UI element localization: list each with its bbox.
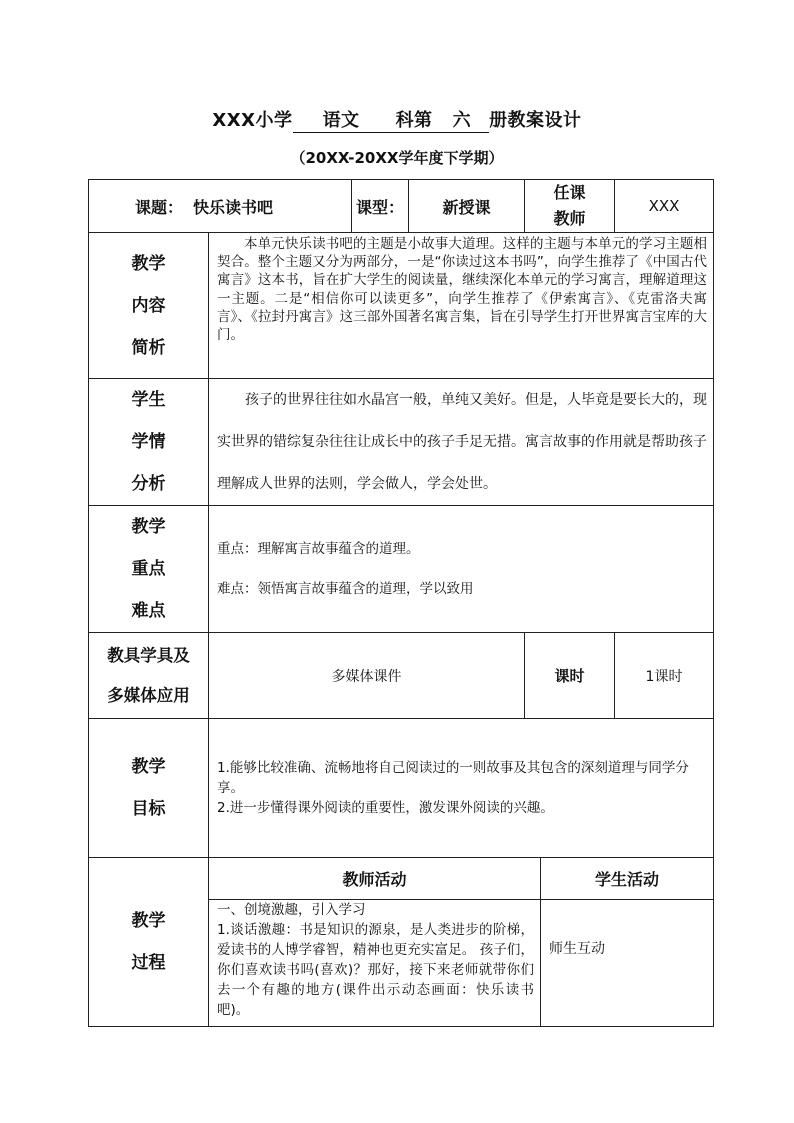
content-label-line3: 简析 [131,337,166,358]
process-label-line2: 过程 [131,953,166,973]
topic-cell [89,180,352,233]
type-label: 课型： [352,180,409,233]
student-label-line1: 学生 [131,390,166,410]
page-title [0,106,794,133]
title-suffix: 册教案设计 [489,110,582,131]
media-value: 多媒体课件 [209,633,525,719]
teacher-label [525,180,615,233]
student-analysis-row [89,379,714,506]
goals-label-line2: 目标 [131,799,166,819]
key-point: 重点：理解寓言故事蕴含的道理。 [217,541,420,557]
teacher-activity-cell [209,900,541,1027]
teacher-step-text: 1.谈话激趣：书是知识的源泉，是人类进步的阶梯，爱读书的人博学睿智，精神也更充实富足。 孩子们，你们喜欢读书吗(喜欢)？那好，接下来老师就带你们去一个有趣的地方(课件出示动态画面：快乐读书吧)。 [217,922,534,1018]
process-label [89,858,209,1027]
key-points-text [209,506,714,633]
title-mid [362,110,433,133]
topic-value: 快乐读书吧 [193,197,274,217]
process-header-row [89,858,714,900]
type-value: 新授课 [409,180,525,233]
title-subject: 语文 [293,110,362,133]
student-analysis-paragraph: 孩子的世界往往如水晶宫一般，单纯又美好。但是，人毕竟是要长大的，现实世界的错综复杂往往让成长中的孩子手足无措。寓言故事的作用就是帮助孩子理解成人世界的法则，学会做人，学会处世。 [217,392,708,492]
media-label-line1: 教具学具及 [107,645,190,665]
media-label [89,633,209,719]
goals-row [89,719,714,858]
student-label-line3: 分析 [131,474,166,494]
student-analysis-label [89,379,209,506]
key-label-line3: 难点 [131,601,166,621]
content-analysis-paragraph: 本单元快乐读书吧的主题是小故事大道理。这样的主题与本单元的学习主题相契合。整个主题又分为两部分，一是“你读过这本书吗”，向学生推荐了《中国古代寓言》这本书，旨在扩大学生的阅读量，继续深化本单元的学习寓言，理解道理这一主题。二是“相信你可以读更多”，向学生推荐了《伊索寓言》、《克雷洛夫寓言》、《拉封丹寓言》这三部外国著名寓言集，旨在引导学生打开世界寓言宝库的大门。 [217,236,708,344]
lesson-plan-table [88,179,714,1027]
goals-label [89,719,209,858]
media-label-line2: 多媒体应用 [107,685,190,705]
title-volume: 六 [433,110,490,133]
content-analysis-row [89,233,714,379]
info-row [89,180,714,233]
key-label-line1: 教学 [131,517,166,537]
goal-item-1: 1.能够比较准确、流畅地将自己阅读过的一则故事及其包含的深刻道理与同学分享。 [217,760,689,796]
title-prefix: XXX小学 [212,110,293,131]
key-label-line2: 重点 [131,559,166,579]
goals-text [209,719,714,858]
media-row [89,633,714,719]
student-analysis-text [209,379,714,506]
process-label-line1: 教学 [131,911,166,931]
student-activity-cell: 师生互动 [541,900,714,1027]
goal-item-2: 2.进一步懂得课外阅读的重要性，激发课外阅读的兴趣。 [217,800,554,816]
teacher-value: XXX [615,180,714,233]
content-analysis-text [209,233,714,379]
topic-label: 课题： [135,197,184,217]
content-label-line2: 内容 [131,295,166,316]
page-subtitle: （20XX-20XX学年度下学期） [290,149,504,167]
goals-label-line1: 教学 [131,757,166,777]
teacher-label-line1: 任课 [553,183,586,202]
teacher-label-line2: 教师 [553,209,586,228]
difficult-point: 难点：领悟寓言故事蕴含的道理，学以致用 [217,581,474,597]
key-points-row [89,506,714,633]
teacher-activity-header: 教师活动 [209,858,541,900]
content-analysis-label [89,233,209,379]
teacher-step-title: 一、创境激趣，引入学习 [217,902,366,918]
student-activity-header: 学生活动 [541,858,714,900]
title-mid-text: 科第 [395,110,433,131]
hours-label: 课时 [525,633,615,719]
hours-value: 1课时 [615,633,714,719]
key-points-label [89,506,209,633]
content-label-line1: 教学 [131,253,166,274]
student-label-line2: 学情 [131,432,166,452]
